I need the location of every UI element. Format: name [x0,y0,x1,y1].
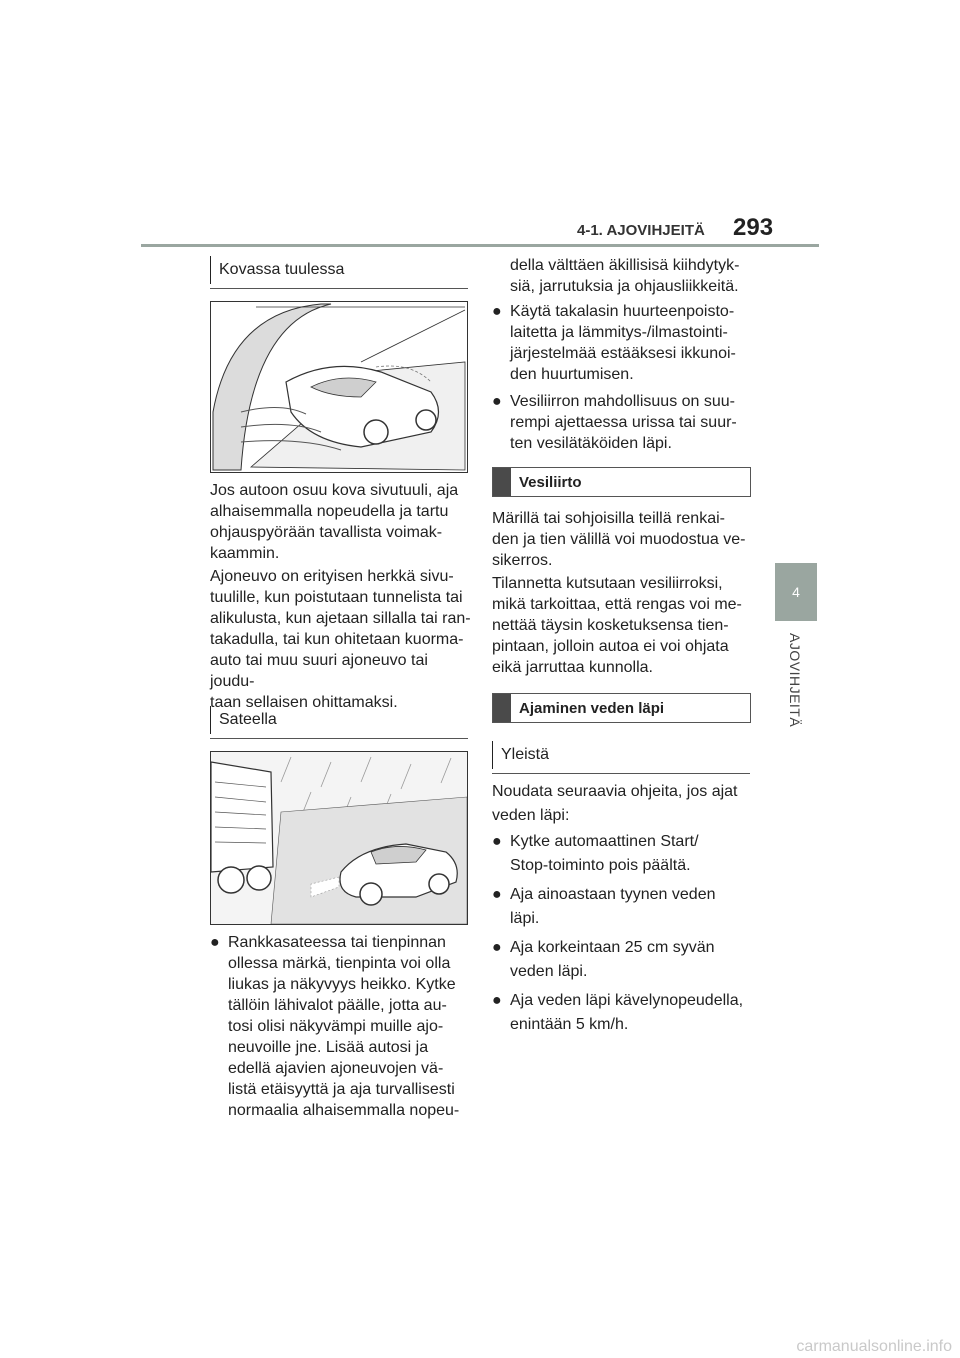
page-number: 293 [733,214,774,241]
water-bullet-list [492,830,762,1042]
bullet-icon: ● [492,303,502,320]
chapter-label: AJOVIHJEITÄ [787,633,803,728]
paragraph-hydroplaning-1: Märillä tai sohjoisilla teillä renkai- den ja tien välillä voi muodostua ve- sikerros. [492,510,746,569]
rain-bullet-list [210,932,480,1127]
paragraph-wind-1: Jos autoon osuu kova sivutuuli, aja alhaisemmalla nopeudella ja tartu ohjauspyörään tavallista voimak- kaammin. [210,482,459,562]
right-bullet-list [492,301,762,460]
list-item: ● Kytke automaattinen Start/ Stop-toiminto pois päältä. [492,830,762,878]
paragraph-continued: della välttäen äkillisisä kiihdytyk- siä, jarrutuksia ja ohjausliikkeitä. [510,257,740,295]
paragraph-water-intro: Noudata seuraavia ohjeita, jos ajat veden läpi: [492,783,738,824]
subhead-general: Yleistä [492,741,549,769]
list-item: ● Käytä takalasin huurteenpoisto- laitetta ja lämmitys-/ilmastointi- järjestelmää estääksesi ikkunoi- den huurtumisen. [492,303,736,383]
list-item: ● Aja korkeintaan 25 cm syvän veden läpi. [492,936,762,984]
subhead-rain: Sateella [210,706,277,734]
subhead-rule [492,773,750,774]
paragraph-hydroplaning-2: Tilannetta kutsutaan vesiliirroksi, mikä tarkoittaa, että rengas voi me- nettää täysin kosketuksensa tien- pintaan, jolloin autoa ei voi ohjata eikä jarruttaa kunnolla. [492,575,742,676]
figure-rain-truck [210,751,468,925]
bullet-icon: ● [492,886,502,903]
section-marker [493,468,511,496]
figure-crosswind-tunnel [210,301,468,473]
list-item: ● Rankkasateessa tai tienpinnan ollessa märkä, tienpinta voi olla liukas ja näkyvyys heikko. Kytke tällöin lähivalot päälle, jotta au- tosi olisi näkyvämpi muille ajo- neuvoille jne. Lisää autosi ja edellä ajavien ajoneuvojen vä- listä etäisyyttä ja aja turvallisesti normaalia alhaisemmalla nopeu- [210,934,460,1119]
section-marker [493,694,511,722]
list-item: ● Vesiliirron mahdollisuus on suu- rempi ajettaessa urissa tai suur- ten vesilätäköiden läpi. [492,393,737,452]
bullet-icon: ● [492,992,502,1009]
subhead-rule [210,738,468,739]
subhead-rule [210,288,468,289]
bullet-icon: ● [492,393,502,410]
paragraph-wind-2: Ajoneuvo on erityisen herkkä sivu- tuulille, kun poistutaan tunnelista tai alikulusta, kun ajetaan sillalla tai ran- takadulla, tai kun ohitetaan kuorma- auto tai muu suuri ajoneuvo tai joudu- taan sellaisen ohittamaksi. [210,568,471,711]
crosswind-illustration [211,302,467,472]
section-heading-water-driving: Ajaminen veden läpi [492,693,751,723]
subhead-wind: Kovassa tuulessa [210,256,344,284]
bullet-icon: ● [492,939,502,956]
chapter-tab: 4 [775,563,817,621]
header-rule [141,244,819,247]
bullet-icon: ● [492,833,502,850]
section-heading-hydroplaning: Vesiliirto [492,467,751,497]
list-item: ● Aja veden läpi kävelynopeudella, enintään 5 km/h. [492,989,762,1037]
rain-illustration [211,752,467,924]
running-header-section: 4-1. AJOVIHJEITÄ [577,222,705,239]
watermark: carmanualsonline.info [796,1338,952,1355]
list-item: ● Aja ainoastaan tyynen veden läpi. [492,883,762,931]
bullet-icon: ● [210,934,220,951]
